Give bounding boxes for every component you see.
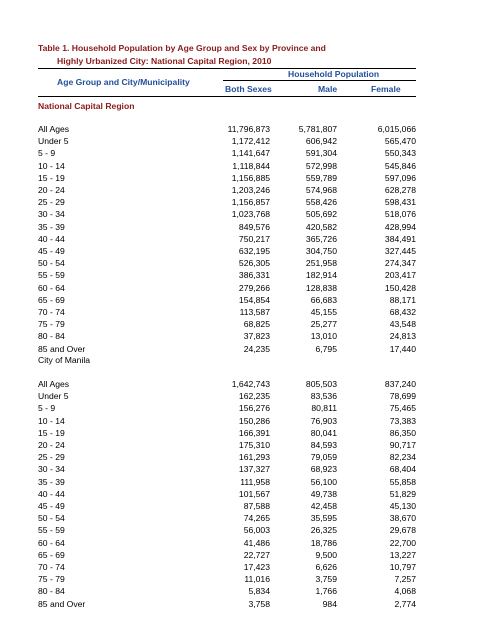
age-cell: 25 - 29 [38,197,65,208]
male-cell: 574,968 [305,185,337,195]
age-cell: 80 - 84 [38,586,65,597]
table-row [38,161,416,173]
table-title-line-1: Table 1. Household Population by Age Group and Sex by Province and [38,43,326,53]
age-cell: 45 - 49 [38,501,65,511]
male-header: Male [318,84,338,94]
age-cell: 80 - 84 [38,331,65,342]
header-sub-rule [223,80,416,81]
table-row [38,477,416,489]
female-cell: 203,417 [384,270,416,281]
both-sexes-cell: 68,825 [243,319,270,330]
age-cell: All Ages [38,379,70,389]
male-cell: 558,426 [305,197,337,208]
age-cell: 60 - 64 [38,537,65,548]
age-cell: 15 - 19 [38,172,65,183]
female-cell: 43,548 [389,319,416,330]
male-cell: 56,100 [310,476,337,487]
male-cell: 49,738 [310,488,337,499]
table-row [38,550,416,562]
both-sexes-cell: 22,727 [243,549,270,560]
table-row [38,209,416,221]
table-row [38,464,416,476]
both-sexes-cell: 1,203,246 [231,185,270,195]
age-cell: Under 5 [38,136,69,147]
table-row [38,525,416,537]
female-cell: 38,670 [389,513,416,524]
female-cell: 86,350 [389,427,416,438]
table-row [38,148,416,160]
age-cell: 55 - 59 [38,270,65,281]
age-group-header: Age Group and City/Municipality [57,77,190,87]
table-row [38,197,416,209]
female-cell: 545,846 [384,160,416,171]
both-sexes-cell: 111,958 [240,476,270,487]
male-cell: 35,595 [310,513,337,524]
table-row [38,599,416,611]
both-sexes-cell: 11,796,873 [227,124,270,134]
female-cell: 550,343 [384,148,416,159]
table-row [38,283,416,295]
table-row [38,562,416,574]
female-cell: 428,994 [384,221,416,232]
table-row [38,403,416,415]
age-cell: 50 - 54 [38,258,65,269]
male-cell: 42,458 [310,501,337,511]
female-header: Female [371,84,401,94]
age-cell: 10 - 14 [38,415,65,426]
female-cell: 518,076 [384,209,416,220]
male-cell: 80,041 [310,427,337,438]
male-cell: 128,838 [305,282,337,293]
female-cell: 597,096 [384,172,416,183]
age-cell: 30 - 34 [38,209,65,220]
age-cell: 65 - 69 [38,294,65,305]
female-cell: 327,445 [384,246,416,256]
male-cell: 76,903 [310,415,337,426]
male-cell: 25,277 [310,319,337,330]
age-cell: 50 - 54 [38,513,65,524]
male-cell: 83,536 [310,391,337,402]
age-cell: 45 - 49 [38,246,65,256]
table-row [38,222,416,234]
age-cell: 5 - 9 [38,403,56,414]
male-cell: 1,766 [315,586,337,597]
female-cell: 628,278 [384,185,416,195]
age-cell: 5 - 9 [38,148,56,159]
table-row [38,307,416,319]
male-cell: 304,750 [305,246,337,256]
male-cell: 79,059 [310,452,337,463]
female-cell: 29,678 [389,525,416,536]
age-cell: 85 and Over [38,598,86,609]
age-cell: 35 - 39 [38,476,65,487]
male-cell: 505,692 [305,209,337,220]
age-cell: Under 5 [38,391,69,402]
female-cell: 68,404 [389,464,416,475]
table-row [38,379,416,391]
age-cell: 35 - 39 [38,221,65,232]
both-sexes-cell: 150,286 [238,415,270,426]
table-row [38,234,416,246]
male-cell: 251,958 [305,258,337,269]
female-cell: 45,130 [389,501,416,511]
both-sexes-cell: 5,834 [248,586,270,597]
male-cell: 182,914 [305,270,337,281]
male-cell: 805,503 [305,379,337,389]
both-sexes-cell: 526,305 [238,258,270,269]
male-cell: 80,811 [311,403,337,414]
both-sexes-cell: 11,016 [244,574,270,585]
age-cell: 10 - 14 [38,160,65,171]
age-cell: 85 and Over [38,343,86,354]
table-row [38,501,416,513]
header-bottom-rule [38,96,416,97]
age-cell: 25 - 29 [38,452,65,463]
age-cell: 15 - 19 [38,427,65,438]
age-cell: 75 - 79 [38,574,65,585]
both-sexes-cell: 750,217 [238,233,270,244]
both-sexes-cell: 87,588 [243,501,270,511]
table-row [38,428,416,440]
both-sexes-cell: 137,327 [238,464,270,475]
both-sexes-cell: 156,276 [238,403,270,414]
male-cell: 984 [322,598,337,609]
female-cell: 90,717 [389,440,416,450]
male-cell: 26,325 [310,525,337,536]
table-row [38,258,416,270]
region-label: National Capital Region [38,101,135,111]
male-cell: 9,500 [315,549,337,560]
female-cell: 78,699 [389,391,416,402]
male-cell: 45,155 [310,307,337,317]
both-sexes-cell: 41,486 [243,537,270,548]
table-row [38,574,416,586]
female-cell: 837,240 [384,379,416,389]
female-cell: 73,383 [389,415,416,426]
female-cell: 75,465 [389,403,416,414]
both-sexes-cell: 101,567 [238,488,270,499]
female-cell: 82,234 [389,452,416,463]
male-cell: 68,923 [310,464,337,475]
table-row [38,513,416,525]
table-row [38,538,416,550]
male-cell: 572,998 [305,160,337,171]
female-cell: 7,257 [394,574,416,585]
both-sexes-cell: 386,331 [238,270,270,281]
both-sexes-cell: 1,642,743 [231,379,270,389]
male-cell: 591,304 [305,148,337,159]
male-cell: 559,789 [305,172,337,183]
table-row [38,319,416,331]
female-cell: 51,829 [389,488,416,499]
age-cell: 30 - 34 [38,464,65,475]
female-cell: 68,432 [389,307,416,317]
age-cell: 20 - 24 [38,185,65,195]
table-row [38,185,416,197]
both-sexes-cell: 849,576 [238,221,270,232]
both-sexes-cell: 1,156,885 [231,172,270,183]
both-sexes-cell: 1,118,844 [232,160,270,171]
both-sexes-cell: 166,391 [238,427,270,438]
both-sexes-cell: 56,003 [243,525,270,536]
female-cell: 4,068 [394,586,416,597]
both-sexes-cell: 113,587 [239,307,270,317]
female-cell: 598,431 [384,197,416,208]
male-cell: 6,795 [315,343,337,354]
age-cell: 40 - 44 [38,233,65,244]
female-cell: 13,227 [389,549,416,560]
age-cell: 70 - 74 [38,307,65,317]
age-cell: 70 - 74 [38,562,65,572]
female-cell: 17,440 [389,343,416,354]
both-sexes-cell: 162,235 [238,391,270,402]
female-cell: 55,858 [389,476,416,487]
female-cell: 384,491 [384,233,416,244]
both-sexes-header: Both Sexes [225,84,272,94]
both-sexes-cell: 74,265 [243,513,270,524]
both-sexes-cell: 279,266 [238,282,270,293]
both-sexes-cell: 24,235 [243,343,270,354]
household-population-header: Household Population [288,69,380,79]
both-sexes-cell: 3,758 [248,598,270,609]
city-label: City of Manila [38,355,91,365]
both-sexes-cell: 37,823 [243,331,270,342]
both-sexes-cell: 632,195 [238,246,270,256]
table-row [38,173,416,185]
female-cell: 22,700 [389,537,416,548]
table-row [38,416,416,428]
female-cell: 24,813 [389,331,416,342]
female-cell: 10,797 [389,562,416,572]
female-cell: 2,774 [394,598,416,609]
age-cell: 40 - 44 [38,488,65,499]
table-row [38,586,416,598]
table-row [38,295,416,307]
male-cell: 13,010 [310,331,337,342]
table-row [38,452,416,464]
age-cell: 55 - 59 [38,525,65,536]
male-cell: 3,759 [315,574,337,585]
male-cell: 606,942 [305,136,337,147]
male-cell: 6,626 [315,562,337,572]
female-cell: 274,347 [384,258,416,269]
table-row [38,270,416,282]
age-cell: 75 - 79 [38,319,65,330]
female-cell: 88,171 [389,294,416,305]
male-cell: 18,786 [310,537,337,548]
both-sexes-cell: 1,156,857 [231,197,270,208]
table-row [38,246,416,258]
age-cell: 60 - 64 [38,282,65,293]
age-cell: 65 - 69 [38,549,65,560]
female-cell: 150,428 [384,282,416,293]
both-sexes-cell: 175,310 [238,440,270,450]
both-sexes-cell: 1,023,768 [231,209,270,220]
male-cell: 66,683 [310,294,337,305]
table-row [38,391,416,403]
both-sexes-cell: 161,293 [238,452,270,463]
male-cell: 5,781,807 [298,124,337,134]
table-row [38,136,416,148]
both-sexes-cell: 1,141,647 [231,148,270,159]
female-cell: 6,015,066 [377,124,416,134]
female-cell: 565,470 [384,136,416,147]
table-row [38,440,416,452]
age-cell: 20 - 24 [38,440,65,450]
both-sexes-cell: 17,423 [243,562,270,572]
table-title-line-2: Highly Urbanized City: National Capital Region, 2010 [57,56,272,66]
age-cell: All Ages [38,124,70,134]
table-row [38,344,416,356]
male-cell: 365,726 [305,233,337,244]
table-row [38,124,416,136]
male-cell: 420,582 [305,221,337,232]
table-row [38,489,416,501]
male-cell: 84,593 [310,440,337,450]
both-sexes-cell: 1,172,412 [231,136,270,147]
table-row [38,331,416,343]
both-sexes-cell: 154,854 [238,294,270,305]
